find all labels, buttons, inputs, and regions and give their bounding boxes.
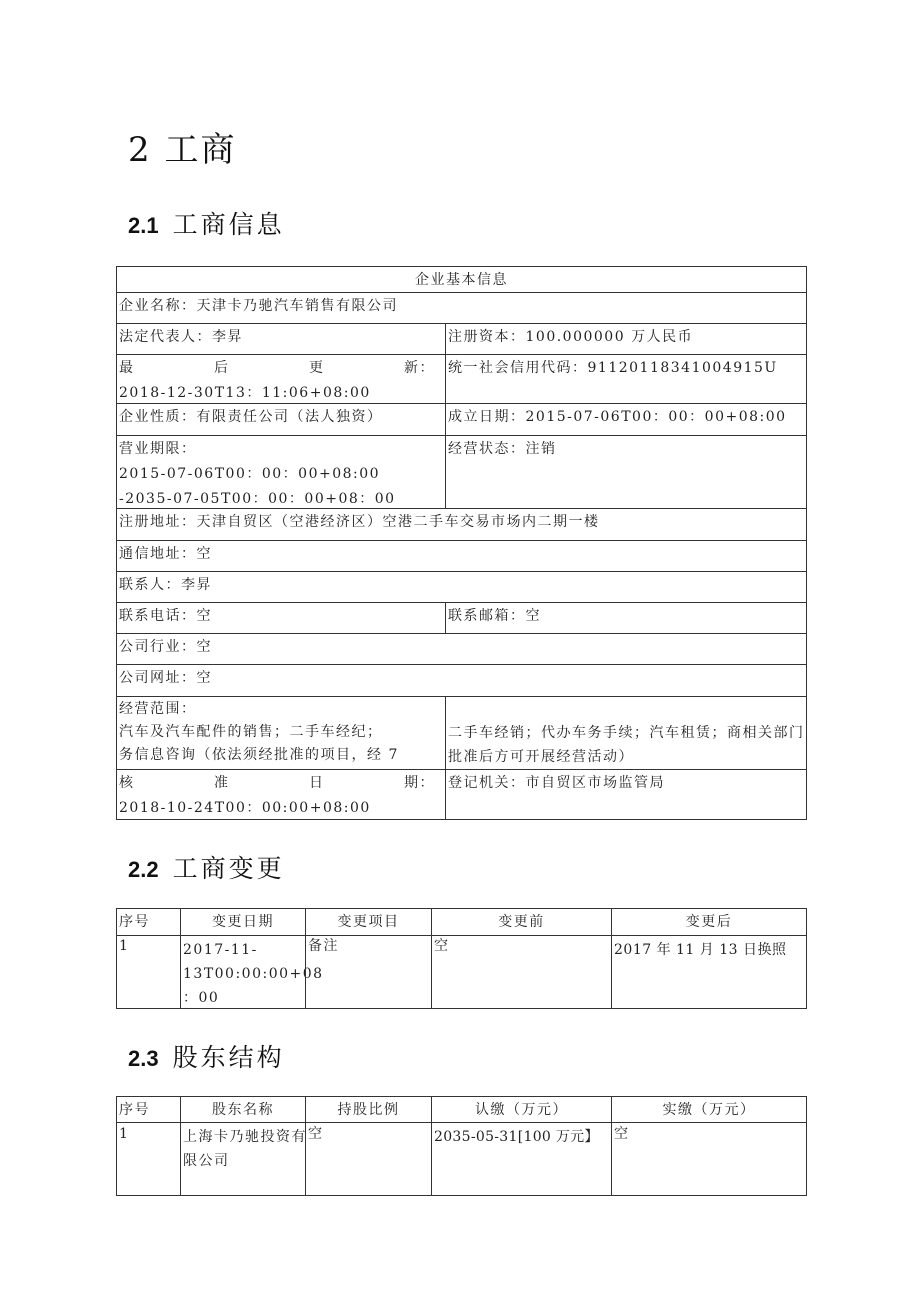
registrar-cell: 登记机关：市自贸区市场监管局 [445,769,807,820]
table-cell-after: 2017 年 11 月 13 日换照 [611,935,807,1009]
founded-cell: 成立日期：2015-07-06T00：00：00+08:00 [445,403,807,436]
table-cell-date: 2017-11- 13T00:00:00+08 ：00 [180,935,306,1009]
section-heading-2-3 [128,1038,285,1074]
reg-capital-cell: 注册资本：100.000000 万人民币 [445,323,807,355]
table-header: 企业基本信息 [116,266,807,293]
column-header: 变更项目 [305,908,432,936]
section-number: 2.2 [128,857,159,882]
last-update-cell [116,354,446,404]
term-start: 2015-07-06T00：00：00+08:00 [119,466,381,482]
table-cell-name: 上海卡乃驰投资有 限公司 [180,1122,306,1196]
table-cell-ratio: 空 [305,1122,432,1196]
section-number: 2.1 [128,213,159,238]
approval-date-cell [116,769,446,820]
scope-line-2: 务信息咨询（依法须经批准的项目，经 7 [119,747,399,763]
column-header: 持股比例 [305,1096,432,1123]
section-number: 2.3 [128,1046,159,1071]
page-title: 2 工商 [128,130,237,170]
last-update-label: 最 后 更 新： [119,360,435,376]
industry-cell: 公司行业：空 [116,633,807,665]
table-cell-paid: 空 [611,1122,807,1196]
column-header: 变更日期 [180,908,306,936]
website-cell: 公司网址：空 [116,664,807,697]
column-header: 变更前 [431,908,612,936]
column-header: 实缴（万元） [611,1096,807,1123]
column-header: 变更后 [611,908,807,936]
table-cell-no: 1 [116,1122,181,1196]
scope-right-line-1: 二手车经销；代办车务手续；汽车租赁；商相关部门 [448,725,805,741]
column-header: 序号 [116,1096,181,1123]
scope-label: 经营范围： [119,701,197,717]
phone-cell: 联系电话：空 [116,602,446,634]
table-cell-no: 1 [116,935,181,1009]
term-end: -2035-07-05T00：00：00+08：00 [119,491,396,507]
section-title: 工商变更 [172,854,285,883]
section-heading-2-1 [128,205,285,241]
approval-date-value: 2018-10-24T00：00:00+08:00 [119,800,371,816]
section-title: 股东结构 [172,1043,285,1072]
company-name-cell: 企业名称：天津卡乃驰汽车销售有限公司 [116,292,807,324]
mail-address-cell: 通信地址：空 [116,540,807,572]
term-label: 营业期限： [119,441,197,457]
section-title: 工商信息 [172,210,285,239]
table-cell-before: 空 [431,935,612,1009]
status-cell: 经营状态：注销 [445,435,807,509]
table-cell-item: 备注 [305,935,432,1009]
legal-rep-cell: 法定代表人：李昇 [116,323,446,355]
table-cell-subscribed: 2035-05-31[100 万元】 [431,1122,612,1196]
scope-right-line-2: 批准后方可开展经营活动） [448,749,634,765]
scope-right-cell [445,696,807,770]
column-header: 序号 [116,908,181,936]
reg-address-cell: 注册地址：天津自贸区（空港经济区）空港二手车交易市场内二期一楼 [116,508,807,541]
company-type-cell: 企业性质：有限责任公司（法人独资） [116,403,446,436]
column-header: 认缴（万元） [431,1096,612,1123]
contact-cell: 联系人：李昇 [116,571,807,603]
email-cell: 联系邮箱：空 [445,602,807,634]
scope-cell [116,696,446,770]
last-update-value: 2018-12-30T13：11:06+08:00 [119,385,371,401]
section-heading-2-2 [128,849,285,885]
term-cell [116,435,446,509]
credit-code-cell: 统一社会信用代码：91120118341004915U [445,354,807,404]
approval-date-label: 核 准 日 期： [119,775,435,791]
column-header: 股东名称 [180,1096,306,1123]
scope-line-1: 汽车及汽车配件的销售；二手车经纪； [119,724,383,740]
